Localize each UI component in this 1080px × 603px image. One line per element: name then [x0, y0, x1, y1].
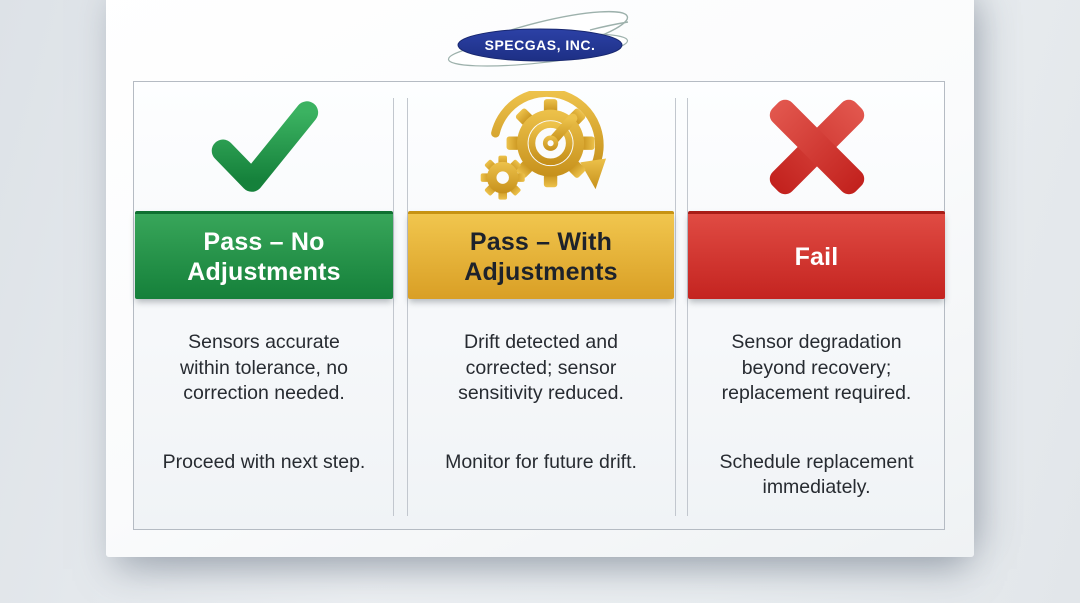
column-title: Pass – With Adjustments: [464, 227, 618, 286]
column-pass-no-adjustments: [135, 82, 393, 529]
gauge-gears-icon: [474, 91, 608, 203]
column-pass-with-adjustments: [408, 82, 674, 529]
outcome-panel: [133, 81, 945, 530]
icon-zone: [688, 82, 945, 211]
header-pass-with-adjustments: [408, 211, 674, 299]
column-action: Schedule replacement immediately.: [719, 450, 914, 498]
x-mark-icon: [768, 98, 866, 196]
header-fail: [688, 211, 945, 299]
column-title: Pass – No Adjustments: [187, 227, 341, 286]
column-body: [688, 299, 945, 501]
icon-zone: [408, 82, 674, 211]
column-description: Sensor degradation beyond recovery; replacement required.: [721, 331, 912, 404]
column-divider: [393, 98, 394, 516]
icon-zone: [135, 82, 393, 211]
logo-text: SPECGAS, INC.: [484, 37, 596, 53]
company-logo: [430, 8, 650, 78]
column-body: [135, 299, 393, 475]
column-action: Proceed with next step.: [162, 450, 366, 473]
column-description: Sensors accurate within tolerance, no correction needed.: [179, 331, 349, 404]
column-divider: [675, 98, 676, 516]
header-pass-no-adjustments: [135, 211, 393, 299]
slide-card: [106, 0, 974, 557]
column-title: Fail: [794, 242, 839, 271]
column-fail: [688, 82, 945, 529]
column-description: Drift detected and corrected; sensor sensitivity reduced.: [458, 331, 624, 404]
check-icon: [208, 100, 320, 194]
column-body: [408, 299, 674, 475]
column-action: Monitor for future drift.: [445, 450, 637, 473]
